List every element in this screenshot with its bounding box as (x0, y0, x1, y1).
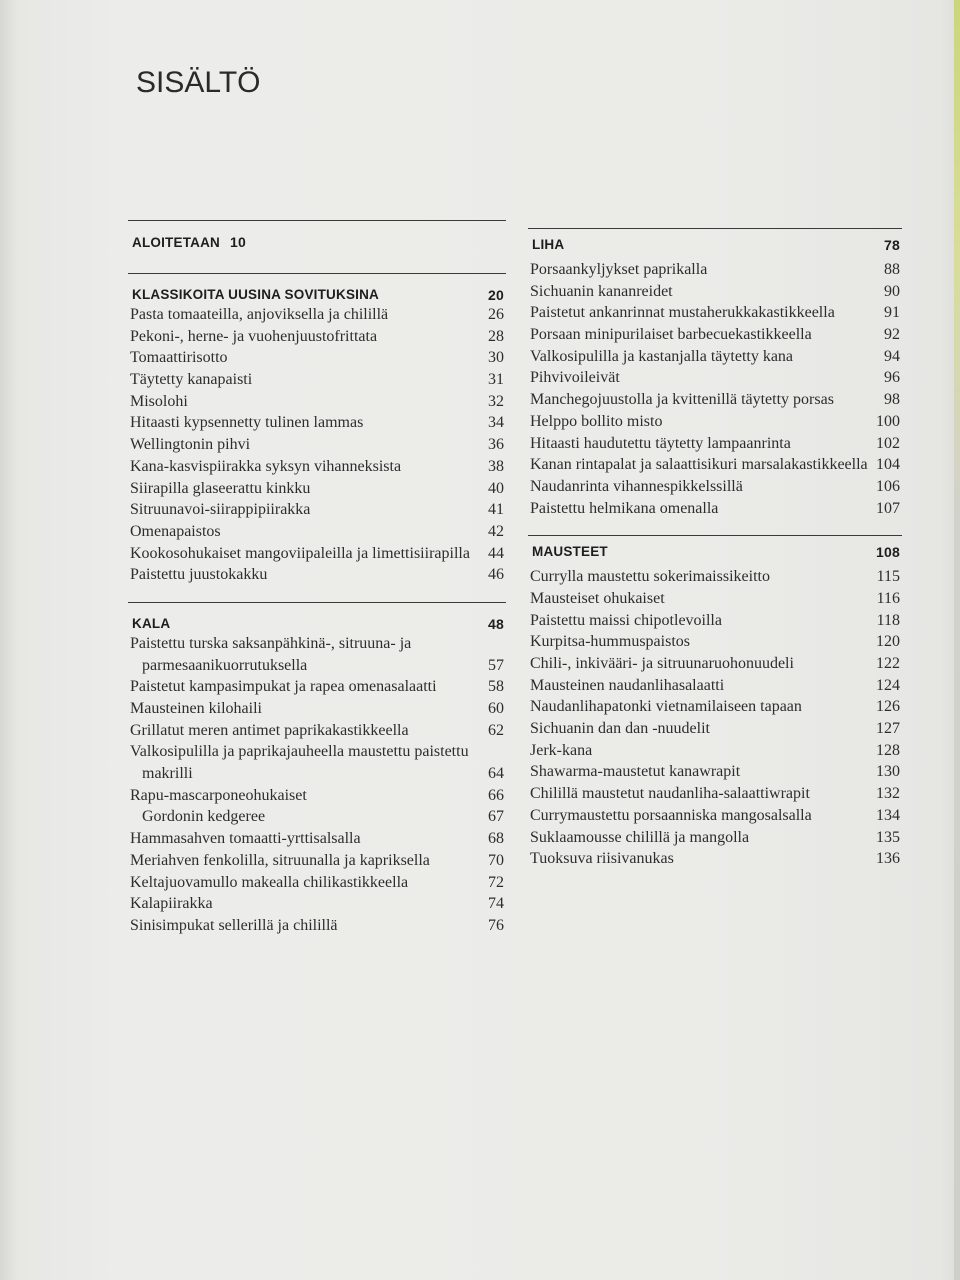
toc-entry (528, 454, 902, 476)
entry-page-number: 74 (488, 895, 504, 913)
toc-entry (528, 653, 902, 675)
entry-page-number: 122 (876, 655, 900, 672)
toc-section-heading (128, 273, 506, 304)
toc-entry (128, 499, 506, 521)
entry-page-number: 40 (488, 479, 504, 497)
entry-title: Paistettu maissi chipotlevoilla (530, 611, 722, 629)
entry-title: Kalapiirakka (130, 895, 213, 913)
entry-page-number: 26 (488, 306, 504, 323)
entry-page-number: 30 (488, 349, 504, 367)
toc-entry (128, 434, 506, 456)
entry-page-number: 118 (876, 611, 900, 629)
entry-title: Mausteinen kilohaili (130, 700, 262, 717)
toc-entry (128, 347, 506, 369)
section-label: ALOITETAAN (132, 235, 220, 250)
toc-entry (128, 521, 506, 543)
entry-title: Pihvivoileivät (530, 369, 620, 387)
entry-page-number: 60 (488, 700, 504, 717)
section-page: 48 (488, 615, 504, 632)
toc-section-intro (128, 220, 506, 251)
entry-title: Misolohi (130, 392, 188, 410)
entry-title: Paistettu helmikana omenalla (530, 499, 719, 517)
entry-page-number: 136 (876, 850, 900, 868)
entry-page-number: 128 (876, 741, 900, 759)
toc-entry (128, 478, 506, 500)
toc-entry (128, 633, 506, 655)
entry-page-number: 120 (876, 633, 900, 651)
spacer (128, 251, 506, 273)
entry-title: Hitaasti haudutettu täytetty lampaanrinta (530, 434, 791, 452)
entry-page-number: 62 (488, 721, 504, 739)
toc-entry (128, 326, 506, 348)
entry-page-number: 106 (876, 477, 900, 495)
entry-title: Paistettu juustokakku (130, 566, 268, 584)
entry-page-number: 70 (488, 851, 504, 869)
entry-title: Jerk-kana (530, 741, 593, 759)
entry-title: Siirapilla glaseerattu kinkku (130, 479, 311, 497)
toc-entry (128, 785, 506, 807)
page-edge (954, 0, 960, 1280)
toc-entry (528, 389, 902, 411)
right-sections (528, 228, 902, 870)
toc-entry (528, 302, 902, 324)
entry-page-number: 31 (488, 371, 504, 389)
entry-page-number: 57 (488, 656, 504, 674)
toc-entry (528, 346, 902, 368)
entry-title: Wellingtonin pihvi (130, 436, 251, 454)
entry-title: Paistetut kampasimpukat ja rapea omenasalaatti (130, 678, 437, 696)
entry-title: Shawarma-maustetut kanawrapit (530, 763, 741, 781)
entry-title: Paistetut ankanrinnat mustaherukkakastikkeella (530, 304, 835, 322)
entry-title: Täytetty kanapaisti (130, 371, 253, 389)
entry-title: Rapu-mascarponeohukaiset (130, 786, 307, 804)
toc-entry (128, 543, 506, 565)
toc-entry (128, 720, 506, 742)
entry-title: Sichuanin dan dan -nuudelit (530, 720, 710, 738)
toc-entry (528, 588, 902, 610)
entry-title: Porsaankyljykset paprikalla (530, 261, 708, 278)
entry-title: Naudanrinta vihannespikkelssillä (530, 477, 743, 495)
toc-section-heading (528, 535, 902, 566)
entry-title: Suklaamousse chilillä ja mangolla (530, 828, 750, 846)
entry-title: Pasta tomaateilla, anjoviksella ja chilillä (130, 306, 389, 323)
section-label: KALA (132, 615, 171, 631)
entry-title: Valkosipulilla ja kastanjalla täytetty kana (530, 347, 794, 365)
toc-entry (128, 698, 506, 720)
entry-page-number: 90 (884, 282, 900, 300)
entry-title: Omenapaistos (130, 522, 221, 540)
entry-title: Gordonin kedgeree (142, 808, 266, 826)
section-page: 108 (876, 544, 900, 561)
entry-title: Tuoksuva riisivanukas (530, 850, 674, 868)
entry-page-number: 132 (876, 785, 900, 803)
entry-page-number: 124 (876, 676, 900, 694)
entry-page-number: 46 (488, 566, 504, 584)
entry-page-number: 32 (488, 392, 504, 410)
entry-title: Helppo bollito misto (530, 412, 663, 430)
toc-section-heading (128, 602, 506, 633)
toc-entry (528, 281, 902, 303)
toc-entry (128, 369, 506, 391)
entry-page-number: 76 (488, 916, 504, 934)
toc-entry (528, 718, 902, 740)
entry-page-number: 100 (876, 412, 900, 430)
toc-left-column (128, 220, 506, 937)
entry-page-number: 94 (884, 347, 900, 365)
entry-page-number: 66 (488, 786, 504, 804)
entry-title: Kana-kasvispiirakka syksyn vihanneksista (130, 457, 402, 475)
entry-page-number: 116 (876, 589, 900, 607)
toc-section-heading (528, 228, 902, 259)
entry-title: Sinisimpukat sellerillä ja chilillä (130, 916, 338, 934)
toc-entry (128, 806, 506, 828)
toc-entry (528, 498, 902, 520)
toc-entry (528, 367, 902, 389)
entry-page-number: 88 (884, 261, 900, 278)
section-page: 78 (884, 237, 900, 253)
entry-title: makrilli (142, 765, 193, 783)
toc-entry (128, 676, 506, 698)
section-page: 20 (488, 287, 504, 303)
toc-entry (528, 783, 902, 805)
entry-title: Currylla maustettu sokerimaissikeitto (530, 568, 770, 586)
toc-entry (128, 850, 506, 872)
entry-title: Mausteinen naudanlihasalaatti (530, 676, 725, 694)
entry-title: Sichuanin kananreidet (530, 282, 673, 300)
entry-page-number: 28 (488, 327, 504, 345)
toc-entry (128, 456, 506, 478)
entry-page-number: 72 (488, 873, 504, 891)
toc-entry (128, 741, 506, 763)
toc-entry (528, 805, 902, 827)
toc-entry (528, 411, 902, 433)
section-label: LIHA (532, 237, 565, 252)
entry-page-number: 91 (884, 304, 900, 322)
entry-title: Chilillä maustetut naudanliha-salaattiwrapit (530, 785, 810, 803)
left-sections (128, 273, 506, 937)
toc-entry (528, 433, 902, 455)
entry-title: Keltajuovamullo makealla chilikastikkeella (130, 873, 409, 891)
entry-title: Naudanlihapatonki vietnamilaiseen tapaan (530, 698, 802, 716)
toc-entry (128, 893, 506, 915)
section-page: 10 (230, 234, 246, 250)
entry-title: Paistettu turska saksanpähkinä-, sitruuna- ja (130, 634, 412, 652)
section-label: KLASSIKOITA UUSINA SOVITUKSINA (132, 287, 380, 302)
entry-title: Kurpitsa-hummuspaistos (530, 633, 690, 651)
entry-page-number: 126 (876, 698, 900, 716)
entry-title: Kookosohukaiset mangoviipaleilla ja limettisiirapilla (130, 544, 470, 562)
entry-page-number: 42 (488, 522, 504, 540)
entry-title: Tomaattirisotto (130, 349, 228, 367)
entry-page-number: 104 (876, 456, 900, 474)
entry-page-number: 127 (876, 720, 900, 738)
entry-title: Meriahven fenkolilla, sitruunalla ja kapriksella (130, 851, 430, 869)
entry-page-number: 68 (488, 830, 504, 848)
toc-entry (528, 610, 902, 632)
toc-entry (528, 675, 902, 697)
entry-title: Chili-, inkivääri- ja sitruunaruohonuudeli (530, 655, 794, 672)
toc-entry (128, 412, 506, 434)
toc-entry (128, 915, 506, 937)
toc-entry (128, 391, 506, 413)
entry-page-number: 34 (488, 414, 504, 432)
toc-entry (528, 476, 902, 498)
toc-entry (528, 324, 902, 346)
toc-entry (528, 566, 902, 588)
entry-page-number: 98 (884, 391, 900, 409)
entry-page-number: 135 (876, 828, 900, 846)
toc-entry (128, 763, 506, 785)
entry-page-number: 58 (488, 678, 504, 696)
entry-title: Grillatut meren antimet paprikakastikkeella (130, 721, 409, 739)
entry-page-number: 96 (884, 369, 900, 387)
toc-entry (128, 872, 506, 894)
entry-page-number: 67 (488, 808, 504, 826)
toc-entry (128, 564, 506, 586)
toc-entry (128, 304, 506, 326)
toc-entry (528, 827, 902, 849)
entry-page-number: 38 (488, 457, 504, 475)
entry-page-number: 107 (876, 499, 900, 517)
toc-entry (528, 848, 902, 870)
toc-entry (528, 696, 902, 718)
spacer (128, 586, 506, 602)
entry-page-number: 64 (488, 765, 504, 783)
toc-entry (128, 828, 506, 850)
toc-right-column (528, 228, 902, 870)
spacer (528, 519, 902, 535)
page-title: SISÄLTÖ (136, 66, 261, 99)
toc-entry (528, 259, 902, 281)
entry-title: parmesaanikuorrutuksella (142, 656, 308, 674)
entry-title: Sitruunavoi-siirappipiirakka (130, 501, 311, 519)
entry-page-number: 134 (876, 806, 900, 824)
toc-entry (528, 761, 902, 783)
entry-title: Hitaasti kypsennetty tulinen lammas (130, 414, 364, 432)
entry-page-number: 44 (488, 544, 504, 562)
entry-title: Porsaan minipurilaiset barbecuekastikkeella (530, 326, 812, 344)
toc-entry (528, 740, 902, 762)
entry-title: Manchegojuustolla ja kvittenillä täytetty porsas (530, 391, 834, 409)
entry-title: Valkosipulilla ja paprikajauheella maustettu paistettu (130, 743, 469, 761)
section-label: MAUSTEET (532, 544, 608, 560)
entry-page-number: 36 (488, 436, 504, 454)
entry-page-number: 92 (884, 326, 900, 344)
entry-page-number: 130 (876, 763, 900, 781)
toc-entry (128, 655, 506, 677)
entry-title: Hammasahven tomaatti-yrttisalsalla (130, 830, 361, 848)
entry-title: Pekoni-, herne- ja vuohenjuustofrittata (130, 327, 378, 345)
entry-page-number: 102 (876, 434, 900, 452)
entry-title: Kanan rintapalat ja salaattisikuri marsalakastikkeella (530, 456, 868, 474)
toc-entry (528, 631, 902, 653)
entry-page-number: 41 (488, 501, 504, 519)
entry-page-number: 115 (876, 568, 900, 586)
entry-title: Currymaustettu porsaanniska mangosalsalla (530, 806, 812, 824)
entry-title: Mausteiset ohukaiset (530, 589, 665, 607)
